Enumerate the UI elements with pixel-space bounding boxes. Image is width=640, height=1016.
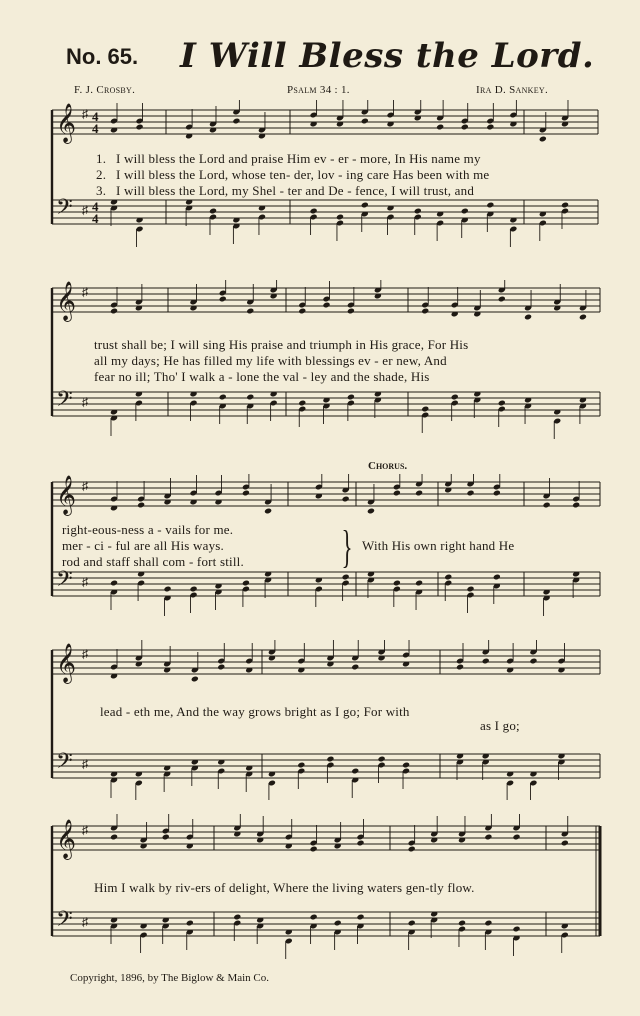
lyric-line-5 (0, 880, 640, 897)
notehead (233, 914, 241, 921)
hymn-number: No. 65. (66, 44, 139, 69)
notehead (415, 490, 423, 497)
sharp-icon: ♯ (82, 575, 88, 589)
notehead (572, 502, 580, 509)
notehead (164, 586, 172, 593)
verse-text-2-2: all my days; He has filled my life with blessings ev - er new, And (94, 353, 447, 368)
notehead (242, 490, 250, 497)
sharp-icon: ♯ (82, 395, 88, 409)
notehead (579, 314, 587, 321)
chorus-label: Chorus. (368, 460, 408, 472)
notehead (498, 400, 506, 407)
lyric-line-3-verse-1 (0, 522, 640, 539)
verse-text-2: I will bless the Lord, whose ten- der, lov - ing care Has been with me (116, 167, 490, 182)
notehead (186, 920, 194, 927)
notehead (137, 502, 145, 509)
notehead (451, 394, 459, 401)
chorus-text-3: With His own right hand He (362, 538, 515, 553)
notehead (444, 574, 452, 581)
notehead (351, 768, 359, 775)
notehead (498, 296, 506, 303)
notehead (298, 400, 306, 407)
notehead (408, 846, 416, 853)
notehead (297, 762, 305, 769)
notehead (356, 840, 364, 847)
notehead (310, 914, 318, 921)
notehead (367, 508, 375, 515)
notehead (415, 580, 423, 587)
bass-clef-icon: 𝄢 (56, 195, 73, 225)
bass-clef-icon: 𝄢 (56, 567, 73, 597)
notehead (310, 846, 318, 853)
notehead (484, 920, 492, 927)
notehead (246, 308, 254, 315)
notehead (347, 394, 355, 401)
verse-text-2-3: fear no ill; Tho' I walk a - lone the val - ley and the shade, His (94, 369, 430, 384)
notehead (414, 208, 422, 215)
verse-text-3: I will bless the Lord, my Shel - ter and De - fence, I will trust, and (116, 183, 475, 198)
notehead (110, 580, 118, 587)
notehead (482, 658, 490, 665)
hymn-title: I Will Bless the Lord. (180, 36, 595, 76)
notehead (458, 920, 466, 927)
lyric-line-4-alt (0, 718, 640, 735)
notehead (242, 580, 250, 587)
notehead (298, 308, 306, 315)
notehead (334, 920, 342, 927)
notehead (524, 314, 532, 321)
notehead (486, 124, 494, 131)
notehead (421, 406, 429, 413)
lyric-line-1-verse-1 (0, 151, 640, 168)
copyright-notice: Copyright, 1896, by The Biglow & Main Co. (70, 972, 270, 984)
notehead (110, 308, 118, 315)
notehead (136, 124, 144, 131)
notehead (561, 840, 569, 847)
bass-clef-icon: 𝄢 (56, 387, 73, 417)
time-signature-bottom: 4 (92, 121, 99, 136)
treble-clef-icon: 𝄞 (56, 475, 77, 515)
notehead (162, 834, 170, 841)
notehead (336, 214, 344, 221)
notehead (190, 586, 198, 593)
treble-clef-icon: 𝄞 (56, 643, 77, 683)
notehead (326, 756, 334, 763)
alt-text-4: as I go; (480, 718, 520, 733)
verse-number-3: 3. (96, 183, 107, 198)
notehead (217, 664, 225, 671)
notehead (219, 296, 227, 303)
notehead (393, 490, 401, 497)
notehead (512, 834, 520, 841)
notehead (351, 664, 359, 671)
verse-text-5: Him I walk by riv-ers of delight, Where the living waters gen-tly flow. (94, 880, 475, 895)
verse-text-2-1: trust shall be; I will sing His praise and triumph in His grace, For His (94, 337, 469, 352)
lyric-line-2-verse-3 (0, 369, 640, 386)
sharp-icon: ♯ (82, 285, 88, 299)
notehead (461, 124, 469, 131)
notehead (310, 208, 318, 215)
notehead (436, 124, 444, 131)
verse-text-1: I will bless the Lord and praise Him ev - er - more, In His name my (116, 151, 481, 166)
notehead (361, 202, 369, 209)
notehead (219, 394, 227, 401)
treble-clef-icon: 𝄞 (56, 103, 77, 143)
notehead (543, 502, 551, 509)
lyric-line-3-verse-3 (0, 554, 640, 571)
notehead (402, 762, 410, 769)
lyric-line-2-verse-2 (0, 353, 640, 370)
sharp-icon: ♯ (82, 647, 88, 661)
verse-brace: } (341, 521, 353, 572)
notehead (421, 308, 429, 315)
notehead (461, 208, 469, 215)
bass-clef-icon: 𝄢 (56, 749, 73, 779)
notehead (342, 496, 350, 503)
verse-number-2: 2. (96, 167, 107, 182)
scripture-reference: Psalm 34 : 1. (287, 84, 350, 96)
notehead (561, 202, 569, 209)
notehead (246, 394, 254, 401)
time-signature-top: 4 (92, 109, 99, 124)
composer-credit: Ira D. Sankey. (476, 84, 549, 96)
notehead (493, 490, 501, 497)
verse-text-3-2: mer - ci - ful are all His ways. (62, 538, 224, 553)
notehead (356, 914, 364, 921)
notehead (466, 490, 474, 497)
notehead (408, 920, 416, 927)
lyric-line-1-verse-2 (0, 167, 640, 184)
notehead (191, 676, 199, 683)
notehead (493, 574, 501, 581)
treble-clef-icon: 𝄞 (56, 281, 77, 321)
notehead (456, 664, 464, 671)
sharp-icon: ♯ (82, 107, 88, 121)
notehead (347, 308, 355, 315)
notehead (361, 118, 369, 125)
verse-text-3-1: right-eous-ness a - vails for me. (62, 522, 234, 537)
sharp-icon: ♯ (82, 915, 88, 929)
treble-clef-icon: 𝄞 (56, 819, 77, 859)
bass-clef-icon: 𝄢 (56, 907, 73, 937)
notehead (264, 508, 272, 515)
sharp-icon: ♯ (82, 203, 88, 217)
notehead (539, 136, 547, 143)
sharp-icon: ♯ (82, 757, 88, 771)
time-signature-bottom: 4 (92, 211, 99, 226)
notehead (529, 658, 537, 665)
notehead (342, 574, 350, 581)
notehead (378, 756, 386, 763)
notehead (466, 586, 474, 593)
notehead (393, 580, 401, 587)
notehead (110, 834, 118, 841)
time-signature-top: 4 (92, 199, 99, 214)
sharp-icon: ♯ (82, 479, 88, 493)
notehead (512, 926, 520, 933)
notehead (486, 202, 494, 209)
notehead (484, 834, 492, 841)
verse-number-1: 1. (96, 151, 107, 166)
lyric-line-1-verse-3 (0, 183, 640, 200)
author-credit: F. J. Crosby. (74, 84, 136, 96)
notehead (322, 302, 330, 309)
sharp-icon: ♯ (82, 823, 88, 837)
lyric-line-2-verse-1 (0, 337, 640, 354)
notehead (232, 118, 240, 125)
verse-text-3-3: rod and staff shall com - fort still. (62, 554, 244, 569)
lyric-line-3-verse-2 (0, 538, 640, 555)
notehead (209, 208, 217, 215)
verse-text-4: lead - eth me, And the way grows bright as I go; For with (100, 704, 410, 719)
